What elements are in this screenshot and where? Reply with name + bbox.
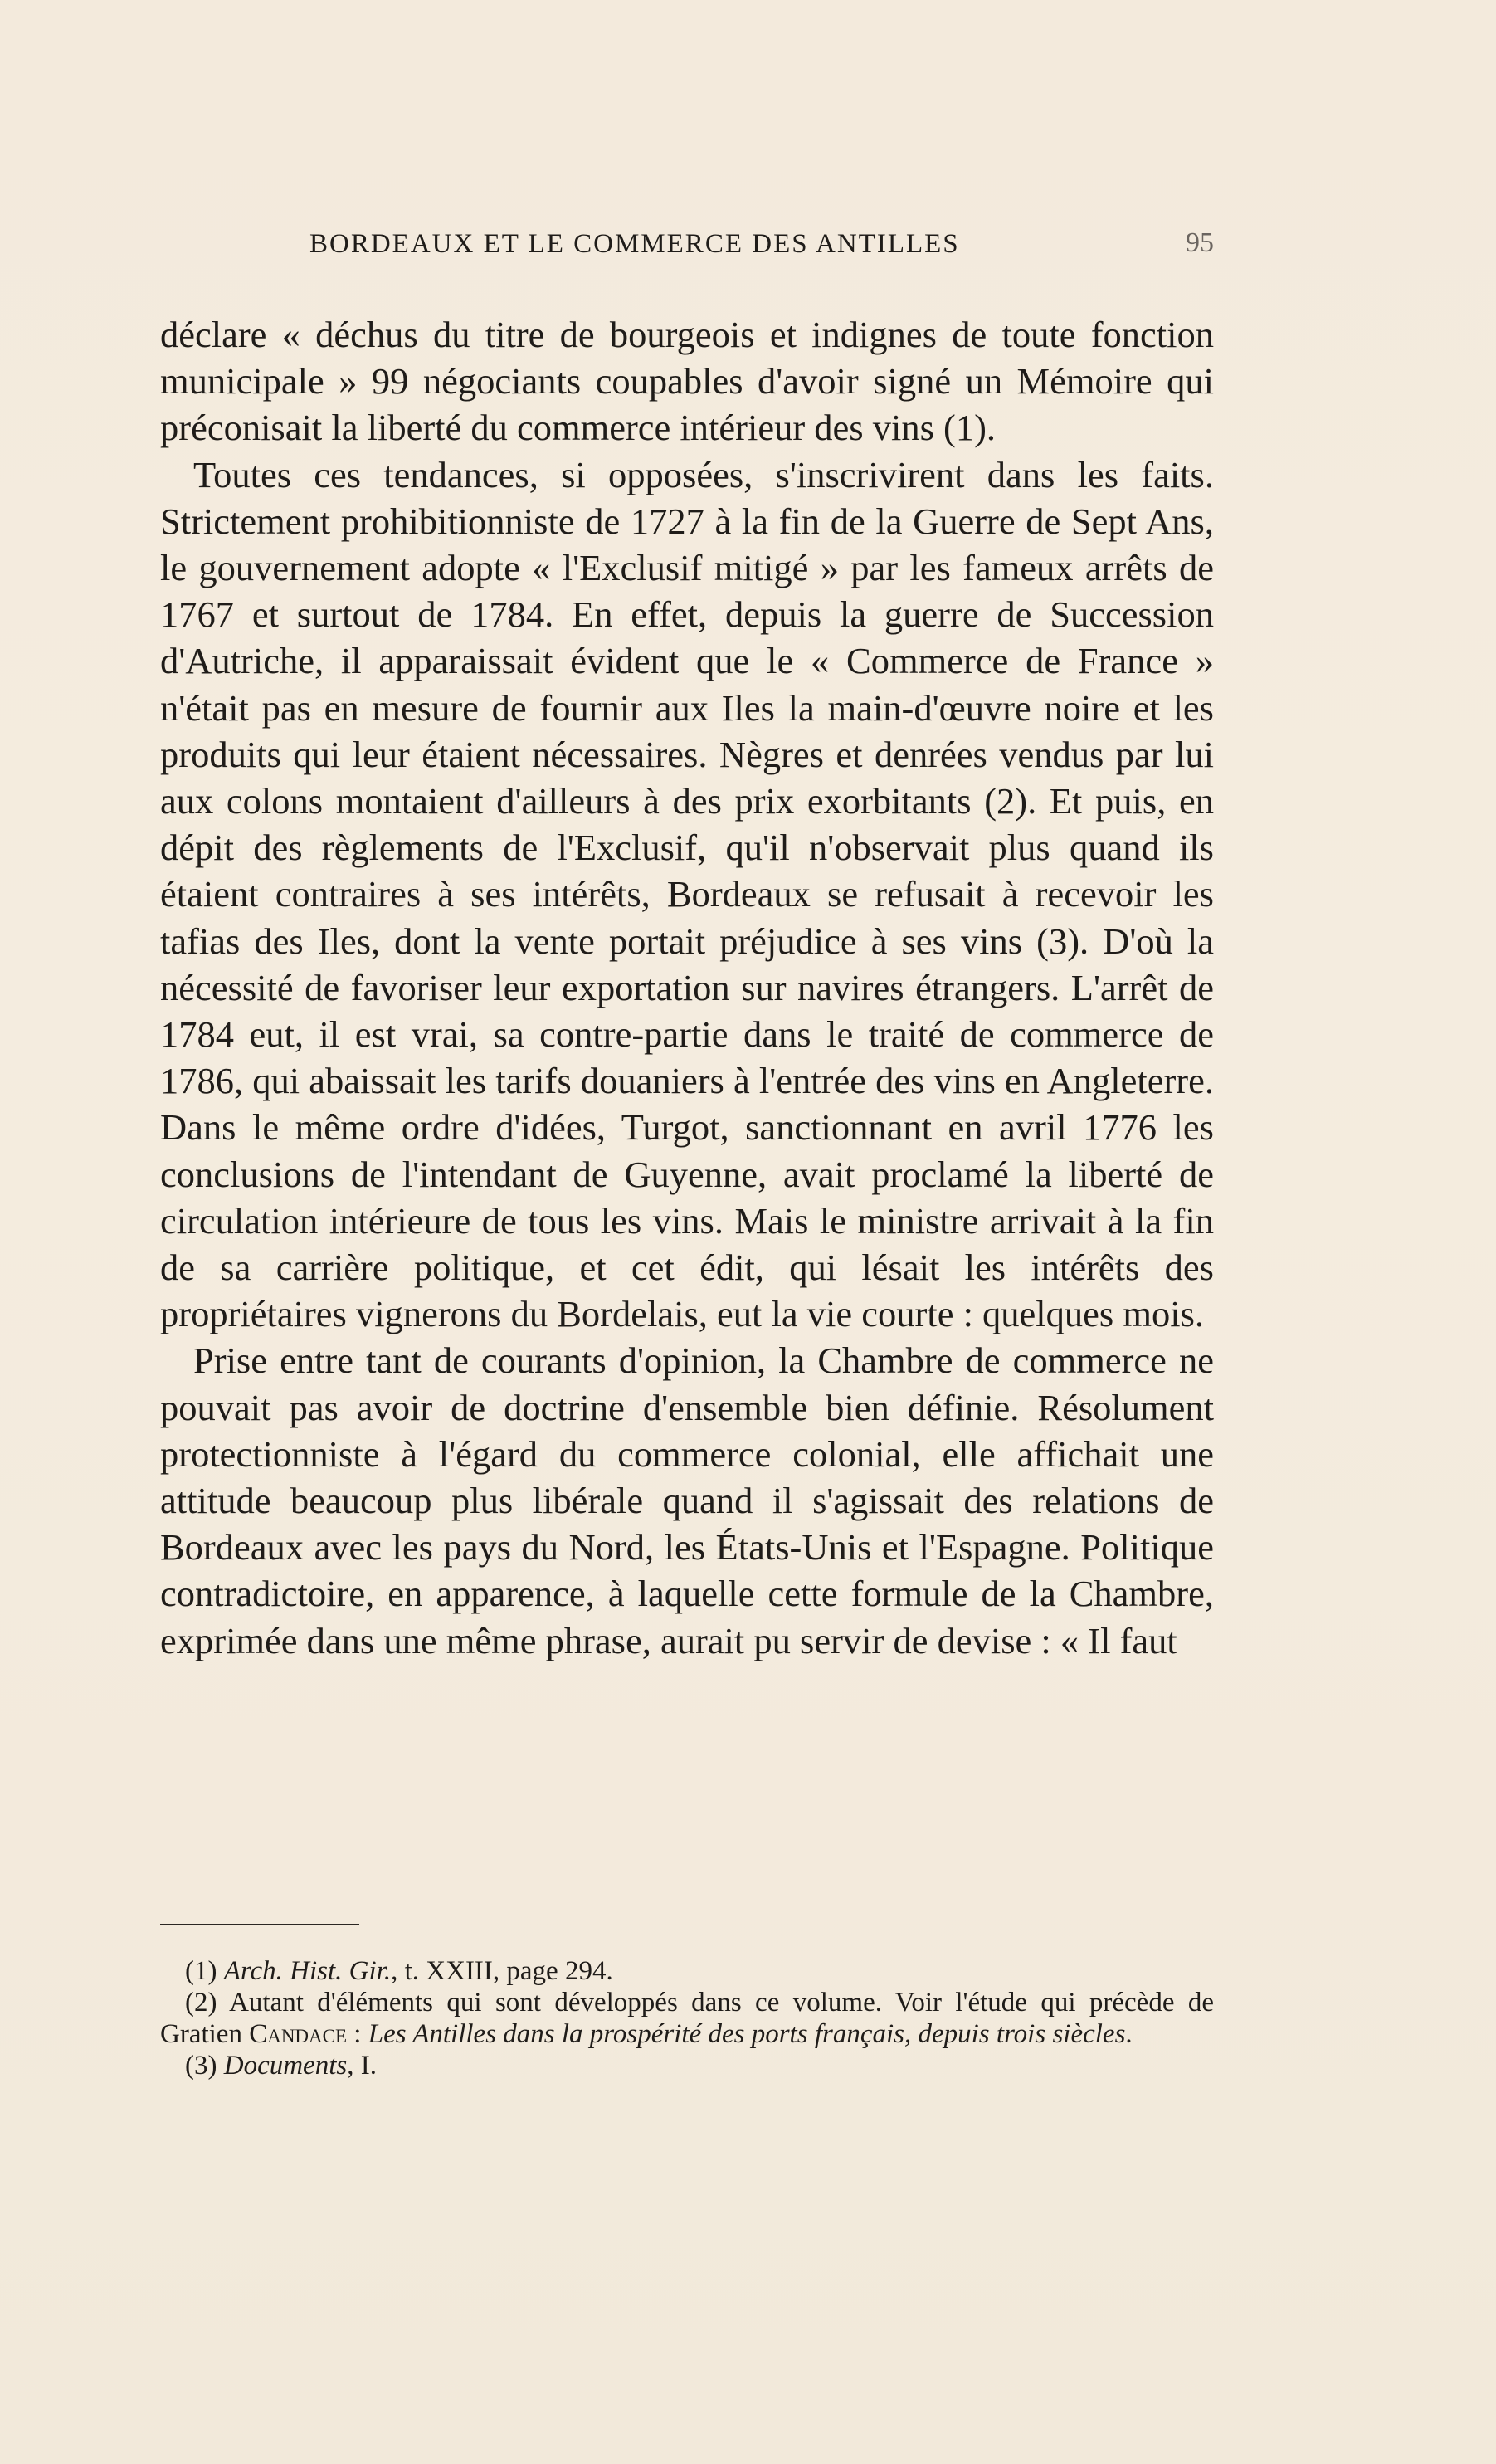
- footnote-2-title: Les Antilles dans la prospérité des ports français, depuis trois siècles: [368, 2019, 1126, 2049]
- footnote-2-separator: :: [347, 2019, 368, 2049]
- footnote-3-source: Documents: [223, 2051, 348, 2081]
- footnote-divider: [160, 1924, 359, 1925]
- footnote-2: [160, 1987, 1214, 2050]
- body-text: [160, 311, 1214, 1664]
- footnote-2-end: .: [1125, 2019, 1133, 2049]
- footnote-3-ref: , I.: [347, 2051, 377, 2081]
- footnotes: [160, 1955, 1214, 2081]
- running-head: BORDEAUX ET LE COMMERCE DES ANTILLES: [309, 229, 960, 259]
- page-header: [160, 217, 1214, 267]
- footnote-2-author: Candace: [249, 2019, 348, 2049]
- footnote-1: [160, 1955, 1214, 1987]
- page-number: 95: [1186, 227, 1214, 258]
- footnote-1-ref: , t. XXIII, page 294.: [391, 1956, 613, 1986]
- paragraph-3: Prise entre tant de courants d'opinion, la Chambre de commerce ne pouvait pas avoir de doctrine d'ensemble bien définie. Résolument protectionniste à l'égard du commerce colonial, elle affichait une attitude beaucoup plus libérale quand il s'agissait des relations de Bordeaux avec les pays du Nord, les États-Unis et l'Espagne. Politique contradictoire, en apparence, à laquelle cette formule de la Chambre, exprimée dans une même phrase, aurait pu servir de devise : « Il faut: [160, 1339, 1214, 1661]
- paragraph-1: déclare « déchus du titre de bourgeois et indignes de toute fonction municipale » 99 négociants coupables d'avoir signé un Mémoire qui préconisait la liberté du commerce intérieur des vins (1).: [160, 314, 1214, 449]
- footnote-2-text: Autant d'éléments qui sont développés dans ce volume. Voir l'étude qui précède de Gratien: [160, 1988, 1214, 2049]
- footnote-2-number: (2): [185, 1988, 217, 2018]
- paragraph-2: Toutes ces tendances, si opposées, s'inscrivirent dans les faits. Strictement prohibitionniste de 1727 à la fin de la Guerre de Sept Ans, le gouvernement adopte « l'Exclusif mitigé » par les fameux arrêts de 1767 et surtout de 1784. En effet, depuis la guerre de Succession d'Autriche, il apparaissait évident que le « Commerce de France » n'était pas en mesure de fournir aux Iles la main-d'œuvre noire et les produits qui leur étaient nécessaires. Nègres et denrées vendus par lui aux colons montaient d'ailleurs à des prix exorbitants (2). Et puis, en dépit des règlements de l'Exclusif, qu'il n'observait plus quand ils étaient contraires à ses intérêts, Bordeaux se refusait à recevoir les tafias des Iles, dont la vente portait préjudice à ses vins (3). D'où la nécessité de favoriser leur exportation sur navires étrangers. L'arrêt de 1784 eut, il est vrai, sa contre-partie dans le traité de commerce de 1786, qui abaissait les tarifs douaniers à l'entrée des vins en Angleterre. Dans le même ordre d'idées, Turgot, sanctionnant en avril 1776 les conclusions de l'intendant de Guyenne, avait proclamé la liberté de circulation intérieure de tous les vins. Mais le ministre arrivait à la fin de sa carrière politique, et cet édit, qui lésait les intérêts des propriétaires vignerons du Bordelais, eut la vie courte : quelques mois.: [160, 453, 1214, 1335]
- footnote-3-number: (3): [185, 2051, 217, 2081]
- footnote-1-source: Arch. Hist. Gir.: [223, 1956, 392, 1986]
- footnote-1-number: (1): [185, 1956, 217, 1986]
- footnote-3: [160, 2050, 1214, 2081]
